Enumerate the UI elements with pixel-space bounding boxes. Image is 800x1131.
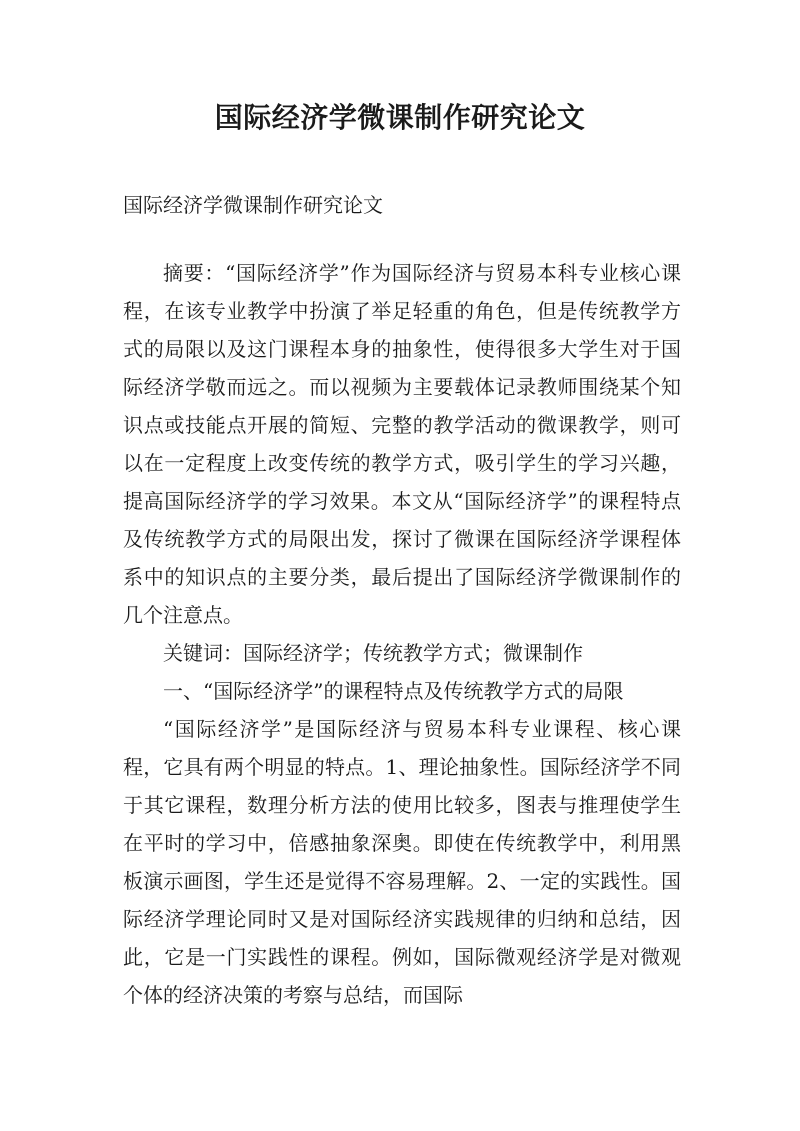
body-paragraph: “国际经济学”是国际经济与贸易本科专业课程、核心课程，它具有两个明显的特点。1、理论抽象性。国际经济学不同于其它课程，数理分析方法的使用比较多，图表与推理使学生在平时的学习中，倍感抽象深奥。即使在传统教学中，利用黑板演示画图，学生还是觉得不容易理解。2、一定的实践性。国际经济学理论同时又是对国际经济实践规律的归纳和总结，因此，它是一门实践性的课程。例如，国际微观经济学是对微观个体的经济决策的考察与总结，而国际 [123,717,681,1007]
keywords-paragraph: 关键词：国际经济学；传统教学方式；微课制作 [163,641,583,665]
document-body [123,254,681,1014]
document-subtitle: 国际经济学微课制作研究论文 [123,193,383,217]
abstract-paragraph: 摘要：“国际经济学”作为国际经济与贸易本科专业核心课程，在该专业教学中扮演了举足轻重的角色，但是传统教学方式的局限以及这门课程本身的抽象性，使得很多大学生对于国际经济学敬而远之。而以视频为主要载体记录教师围绕某个知识点或技能点开展的简短、完整的教学活动的微课教学，则可以在一定程度上改变传统的教学方式，吸引学生的学习兴趣，提高国际经济学的学习效果。本文从“国际经济学”的课程特点及传统教学方式的局限出发，探讨了微课在国际经济学课程体系中的知识点的主要分类，最后提出了国际经济学微课制作的几个注意点。 [123,261,681,627]
section-heading: 一、“国际经济学”的课程特点及传统教学方式的局限 [163,679,624,703]
document-title: 国际经济学微课制作研究论文 [214,101,586,134]
